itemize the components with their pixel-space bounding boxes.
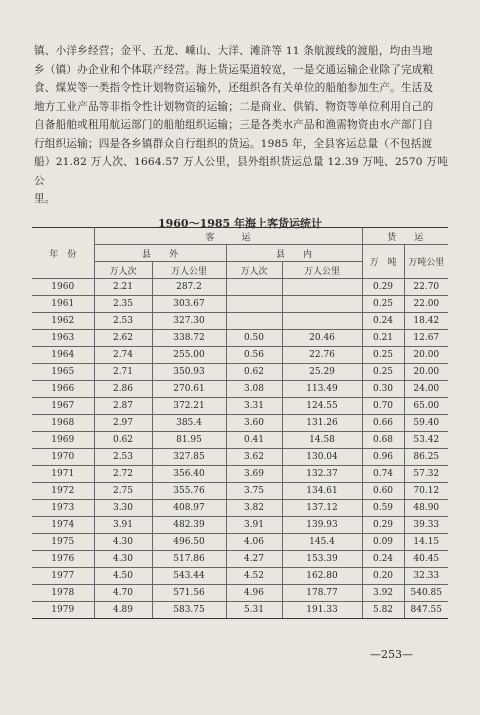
- table-row: [32, 381, 448, 398]
- year-cell: 1966: [32, 381, 94, 398]
- table-row: [32, 449, 448, 466]
- paragraph-line: 里。: [34, 193, 56, 205]
- inside-pax-km-header: 万人公里: [282, 262, 362, 279]
- inside-pax-km-cell: 131.26: [282, 415, 362, 432]
- ton-km-header: 万吨公里: [404, 245, 448, 279]
- inside-pax-km-cell: 162.80: [282, 568, 362, 585]
- ton-km-cell: 12.67: [404, 330, 448, 347]
- year-cell: 1975: [32, 534, 94, 551]
- table-row: [32, 602, 448, 619]
- ton-cell: 0.59: [362, 500, 404, 517]
- inside-pax-km-cell: 134.61: [282, 483, 362, 500]
- paragraph-line: 地方工业产品等非指令性计划物资的运输；二是商业、供销、物资等单位利用自己的: [34, 100, 434, 113]
- outside-pax-km-cell: 372.21: [152, 398, 226, 415]
- year-cell: 1965: [32, 364, 94, 381]
- year-cell: 1978: [32, 585, 94, 602]
- outside-pax-cell: 2.71: [94, 364, 152, 381]
- year-cell: 1968: [32, 415, 94, 432]
- outside-pax-km-cell: 517.86: [152, 551, 226, 568]
- outside-pax-cell: 4.70: [94, 585, 152, 602]
- cargo-header: 货 运: [362, 228, 448, 245]
- inside-pax-cell: 0.62: [226, 364, 282, 381]
- inside-pax-cell: 5.31: [226, 602, 282, 619]
- inside-pax-cell: 4.96: [226, 585, 282, 602]
- ton-km-cell: 847.55: [404, 602, 448, 619]
- ton-km-cell: 540.85: [404, 585, 448, 602]
- inside-pax-cell: 3.08: [226, 381, 282, 398]
- inside-pax-km-cell: 191.33: [282, 602, 362, 619]
- outside-pax-km-cell: 543.44: [152, 568, 226, 585]
- table-row: [32, 500, 448, 517]
- ton-cell: 0.29: [362, 517, 404, 534]
- year-cell: 1970: [32, 449, 94, 466]
- year-cell: 1962: [32, 313, 94, 330]
- ton-cell: 0.70: [362, 398, 404, 415]
- outside-pax-km-cell: 356.40: [152, 466, 226, 483]
- year-header: 年 份: [32, 228, 94, 279]
- outside-pax-cell: 2.62: [94, 330, 152, 347]
- year-cell: 1967: [32, 398, 94, 415]
- ton-cell: 0.24: [362, 313, 404, 330]
- inside-pax-km-cell: 113.49: [282, 381, 362, 398]
- outside-pax-km-cell: 255.00: [152, 347, 226, 364]
- ton-cell: 5.82: [362, 602, 404, 619]
- header-row: [32, 228, 448, 245]
- outside-pax-km-cell: 355.76: [152, 483, 226, 500]
- ton-cell: 0.29: [362, 279, 404, 296]
- year-cell: 1964: [32, 347, 94, 364]
- ton-km-cell: 22.70: [404, 279, 448, 296]
- inside-pax-cell: 3.31: [226, 398, 282, 415]
- outside-pax-cell: 2.87: [94, 398, 152, 415]
- outside-pax-cell: 4.30: [94, 551, 152, 568]
- outside-pax-cell: 2.53: [94, 313, 152, 330]
- outside-pax-km-cell: 327.30: [152, 313, 226, 330]
- outside-pax-km-header: 万人公里: [152, 262, 226, 279]
- ton-cell: 0.21: [362, 330, 404, 347]
- inside-pax-cell: 3.91: [226, 517, 282, 534]
- inside-county-header: 县 内: [226, 245, 362, 262]
- inside-pax-km-cell: [282, 313, 362, 330]
- ton-km-cell: 57.32: [404, 466, 448, 483]
- inside-pax-header: 万人次: [226, 262, 282, 279]
- outside-pax-cell: 2.97: [94, 415, 152, 432]
- year-cell: 1976: [32, 551, 94, 568]
- inside-pax-km-cell: 20.46: [282, 330, 362, 347]
- ton-cell: 0.24: [362, 551, 404, 568]
- year-cell: 1961: [32, 296, 94, 313]
- outside-pax-cell: 4.89: [94, 602, 152, 619]
- ton-cell: 0.68: [362, 432, 404, 449]
- ton-km-cell: 59.40: [404, 415, 448, 432]
- table-row: [32, 279, 448, 296]
- inside-pax-km-cell: 153.39: [282, 551, 362, 568]
- year-cell: 1977: [32, 568, 94, 585]
- paragraph-line: 镇、小洋乡经营；金平、五龙、嵊山、大洋、滩浒等 11 条航渡线的渡船，均由当地: [34, 45, 433, 57]
- outside-pax-km-cell: 338.72: [152, 330, 226, 347]
- outside-pax-cell: 4.30: [94, 534, 152, 551]
- outside-pax-km-cell: 482.39: [152, 517, 226, 534]
- year-cell: 1979: [32, 602, 94, 619]
- outside-pax-cell: 2.21: [94, 279, 152, 296]
- ton-km-cell: 48.90: [404, 500, 448, 517]
- outside-pax-cell: 3.30: [94, 500, 152, 517]
- inside-pax-cell: [226, 279, 282, 296]
- inside-pax-km-cell: 14.58: [282, 432, 362, 449]
- outside-pax-km-cell: 303.67: [152, 296, 226, 313]
- outside-pax-km-cell: 287.2: [152, 279, 226, 296]
- inside-pax-km-cell: 178.77: [282, 585, 362, 602]
- inside-pax-cell: 4.52: [226, 568, 282, 585]
- ton-cell: 0.74: [362, 466, 404, 483]
- table-row: [32, 551, 448, 568]
- ton-km-cell: 86.25: [404, 449, 448, 466]
- inside-pax-km-cell: 130.04: [282, 449, 362, 466]
- outside-pax-cell: 2.72: [94, 466, 152, 483]
- ton-cell: 0.25: [362, 347, 404, 364]
- inside-pax-cell: 0.41: [226, 432, 282, 449]
- outside-pax-header: 万人次: [94, 262, 152, 279]
- table-row: [32, 517, 448, 534]
- paragraph-line: 船）21.82 万人次、1664.57 万人公里，县外组织货运总量 12.39 万吨、2570 万吨公: [34, 156, 448, 187]
- outside-pax-cell: 2.35: [94, 296, 152, 313]
- table-row: [32, 398, 448, 415]
- table-title: 1960～1985 年海上客货运统计: [157, 217, 323, 230]
- outside-county-header: 县 外: [94, 245, 226, 262]
- ton-cell: 0.25: [362, 296, 404, 313]
- year-cell: 1960: [32, 279, 94, 296]
- paragraph-line: 行组织运输；四是各乡镇群众自行组织的货运。1985 年，全县客运总量（不包括渡: [34, 137, 433, 150]
- table-row: [32, 534, 448, 551]
- inside-pax-km-cell: 25.29: [282, 364, 362, 381]
- ton-cell: 0.96: [362, 449, 404, 466]
- ton-km-cell: 20.00: [404, 364, 448, 381]
- inside-pax-km-cell: [282, 296, 362, 313]
- table-row: [32, 483, 448, 500]
- inside-pax-cell: 3.62: [226, 449, 282, 466]
- year-cell: 1963: [32, 330, 94, 347]
- outside-pax-km-cell: 385.4: [152, 415, 226, 432]
- body-paragraph: [34, 42, 448, 209]
- ton-km-cell: 40.45: [404, 551, 448, 568]
- year-cell: 1973: [32, 500, 94, 517]
- paragraph-line: 食、煤炭等一类指令性计划物资运输外，还组织各有关单位的船舶参加生产。生活及: [34, 82, 434, 94]
- year-cell: 1972: [32, 483, 94, 500]
- table-row: [32, 347, 448, 364]
- paragraph-line: 乡（镇）办企业和个体联产经营。海上货运渠道较宽，一是交通运输企业除了完成粮: [34, 63, 434, 76]
- ton-cell: 0.09: [362, 534, 404, 551]
- table-row: [32, 313, 448, 330]
- ton-cell: 0.30: [362, 381, 404, 398]
- table-row: [32, 330, 448, 347]
- outside-pax-cell: 3.91: [94, 517, 152, 534]
- paragraph-line: 自备船舶或租用航运部门的船舶组织运输；三是各类水产品和渔需物资由水产部门自: [34, 119, 434, 131]
- table-row: [32, 415, 448, 432]
- outside-pax-km-cell: 327.85: [152, 449, 226, 466]
- inside-pax-km-cell: 137.12: [282, 500, 362, 517]
- inside-pax-cell: [226, 296, 282, 313]
- outside-pax-cell: 2.53: [94, 449, 152, 466]
- ton-cell: 0.20: [362, 568, 404, 585]
- outside-pax-cell: 2.75: [94, 483, 152, 500]
- table-row: [32, 432, 448, 449]
- inside-pax-km-cell: [282, 279, 362, 296]
- ton-km-cell: 20.00: [404, 347, 448, 364]
- year-cell: 1969: [32, 432, 94, 449]
- inside-pax-cell: 0.50: [226, 330, 282, 347]
- ton-km-cell: 65.00: [404, 398, 448, 415]
- ton-km-cell: 32.33: [404, 568, 448, 585]
- ton-km-cell: 24.00: [404, 381, 448, 398]
- inside-pax-km-cell: 132.37: [282, 466, 362, 483]
- inside-pax-cell: 0.56: [226, 347, 282, 364]
- ton-km-cell: 39.33: [404, 517, 448, 534]
- inside-pax-cell: 3.75: [226, 483, 282, 500]
- inside-pax-cell: 4.27: [226, 551, 282, 568]
- outside-pax-cell: 2.86: [94, 381, 152, 398]
- ton-km-cell: 14.15: [404, 534, 448, 551]
- inside-pax-cell: 3.82: [226, 500, 282, 517]
- ton-km-cell: 53.42: [404, 432, 448, 449]
- inside-pax-km-cell: 139.93: [282, 517, 362, 534]
- year-cell: 1971: [32, 466, 94, 483]
- passenger-header: 客 运: [94, 228, 362, 245]
- ton-cell: 3.92: [362, 585, 404, 602]
- outside-pax-km-cell: 81.95: [152, 432, 226, 449]
- outside-pax-cell: 4.50: [94, 568, 152, 585]
- table-row: [32, 466, 448, 483]
- ton-km-cell: 70.12: [404, 483, 448, 500]
- table-row: [32, 296, 448, 313]
- inside-pax-km-cell: 124.55: [282, 398, 362, 415]
- table-row: [32, 585, 448, 602]
- header-row: [32, 245, 448, 262]
- outside-pax-km-cell: 496.50: [152, 534, 226, 551]
- inside-pax-cell: 3.60: [226, 415, 282, 432]
- outside-pax-km-cell: 571.56: [152, 585, 226, 602]
- outside-pax-cell: 2.74: [94, 347, 152, 364]
- inside-pax-cell: 4.06: [226, 534, 282, 551]
- inside-pax-cell: [226, 313, 282, 330]
- ton-km-cell: 22.00: [404, 296, 448, 313]
- ton-cell: 0.25: [362, 364, 404, 381]
- table-row: [32, 568, 448, 585]
- ton-cell: 0.60: [362, 483, 404, 500]
- outside-pax-km-cell: 408.97: [152, 500, 226, 517]
- transport-stats-table: [32, 227, 448, 619]
- ton-cell: 0.66: [362, 415, 404, 432]
- table-row: [32, 364, 448, 381]
- ton-header: 万 吨: [362, 245, 404, 279]
- inside-pax-km-cell: 145.4: [282, 534, 362, 551]
- outside-pax-km-cell: 583.75: [152, 602, 226, 619]
- outside-pax-km-cell: 270.61: [152, 381, 226, 398]
- inside-pax-km-cell: 22.76: [282, 347, 362, 364]
- outside-pax-cell: 0.62: [94, 432, 152, 449]
- inside-pax-cell: 3.69: [226, 466, 282, 483]
- outside-pax-km-cell: 350.93: [152, 364, 226, 381]
- ton-km-cell: 18.42: [404, 313, 448, 330]
- year-cell: 1974: [32, 517, 94, 534]
- page-number: —253—: [370, 648, 413, 661]
